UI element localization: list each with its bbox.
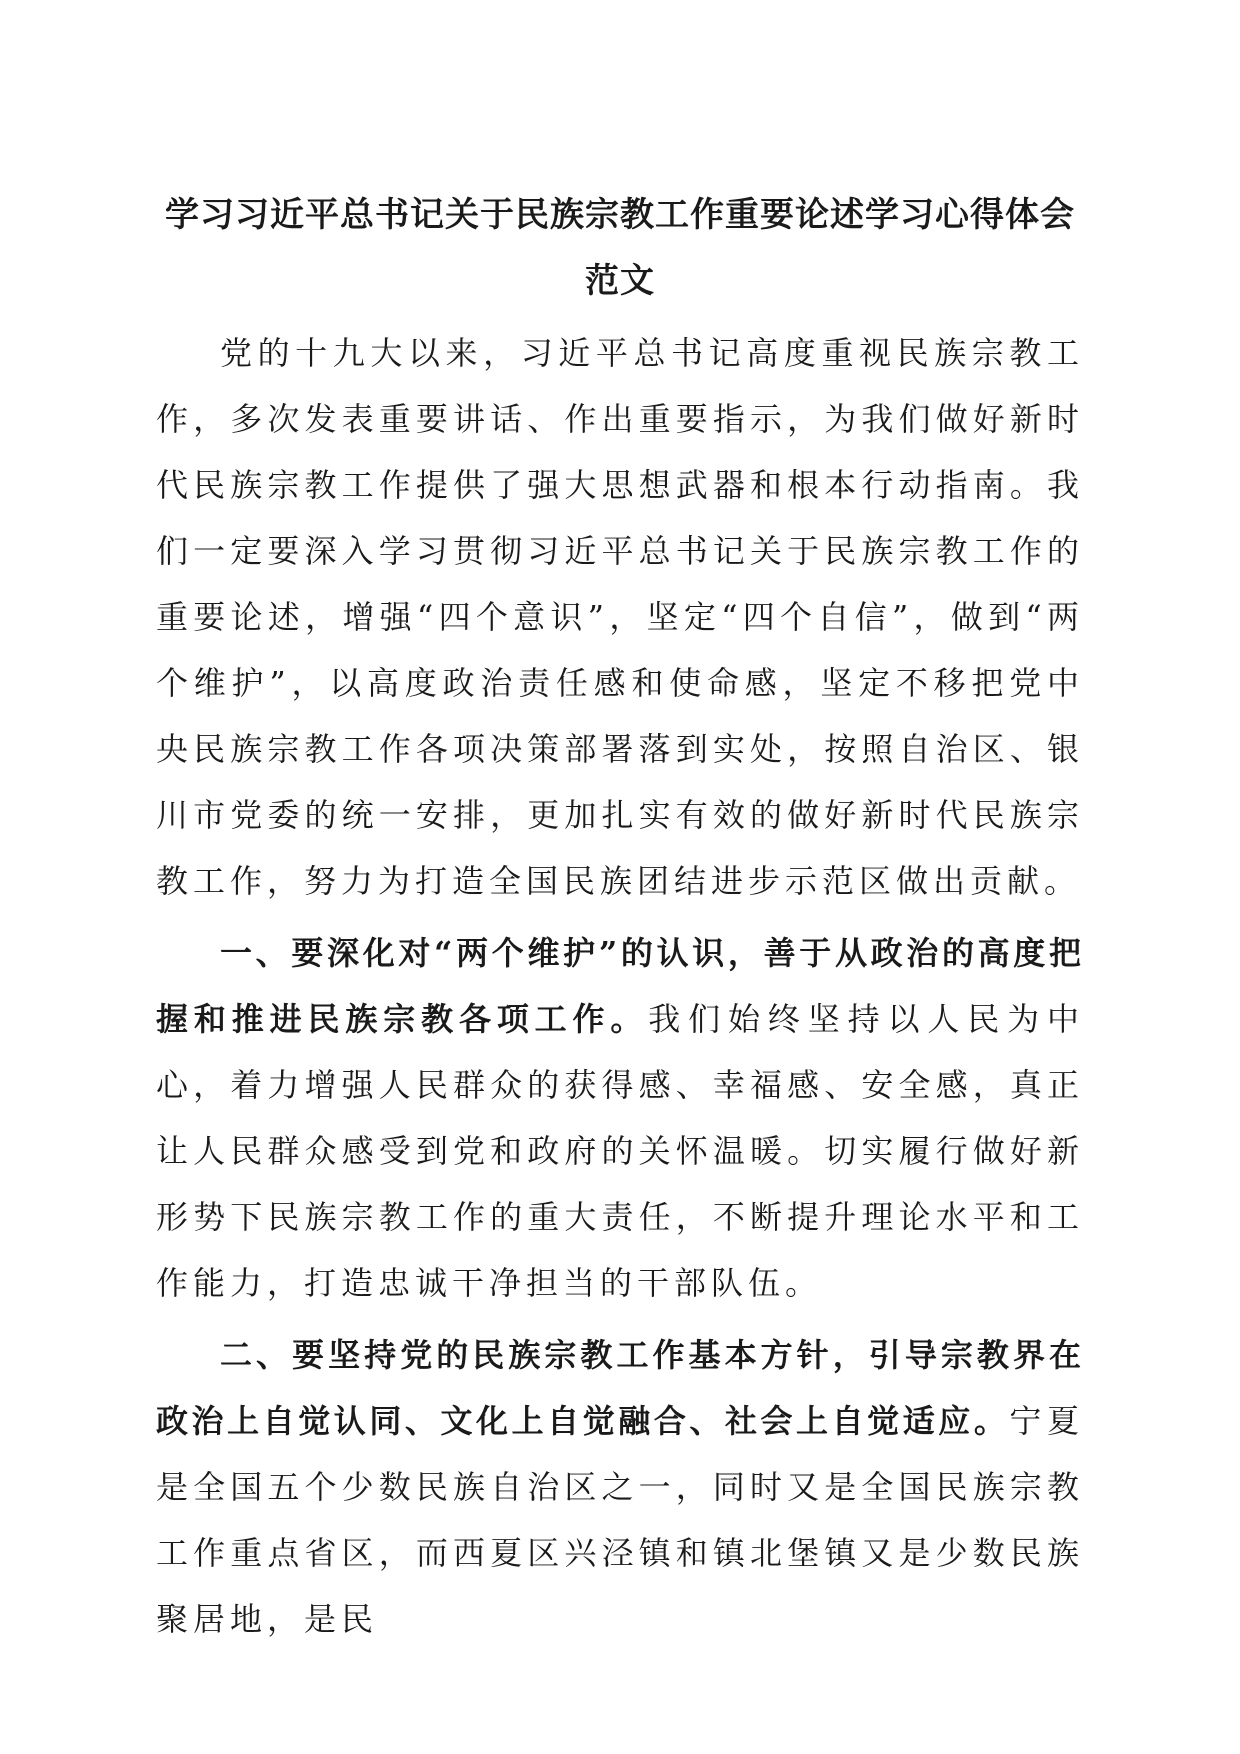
- section-heading-1: 一、要深化对“两个维护”的认识，善于从政治的高度把握和推进民族宗教各项工作。: [156, 934, 1084, 1038]
- section-paragraph-2: [156, 1322, 1084, 1652]
- document-title: 学习习近平总书记关于民族宗教工作重要论述学习心得体会范文: [165, 195, 1075, 301]
- section-heading-2: 二、要坚持党的民族宗教工作基本方针，引导宗教界在政治上自觉认同、文化上自觉融合、社会上自觉适应。: [156, 1336, 1084, 1440]
- section-body-2: 宁夏是全国五个少数民族自治区之一，同时又是全国民族宗教工作重点省区，而西夏区兴泾镇和镇北堡镇又是少数民族聚居地，是民: [156, 1402, 1084, 1638]
- section-body-1: 我们始终坚持以人民为中心，着力增强人民群众的获得感、幸福感、安全感，真正让人民群众感受到党和政府的关怀温暖。切实履行做好新形势下民族宗教工作的重大责任，不断提升理论水平和工作能力，打造忠诚干净担当的干部队伍。: [156, 1000, 1084, 1302]
- document-body: [156, 0, 1084, 1652]
- intro-paragraph: 党的十九大以来，习近平总书记高度重视民族宗教工作，多次发表重要讲话、作出重要指示，为我们做好新时代民族宗教工作提供了强大思想武器和根本行动指南。我们一定要深入学习贯彻习近平总书记关于民族宗教工作的重要论述，增强“四个意识”，坚定“四个自信”，做到“两个维护”，以高度政治责任感和使命感，坚定不移把党中央民族宗教工作各项决策部署落到实处，按照自治区、银川市党委的统一安排，更加扎实有效的做好新时代民族宗教工作，努力为打造全国民族团结进步示范区做出贡献。: [156, 334, 1084, 900]
- section-paragraph-1: [156, 920, 1084, 1316]
